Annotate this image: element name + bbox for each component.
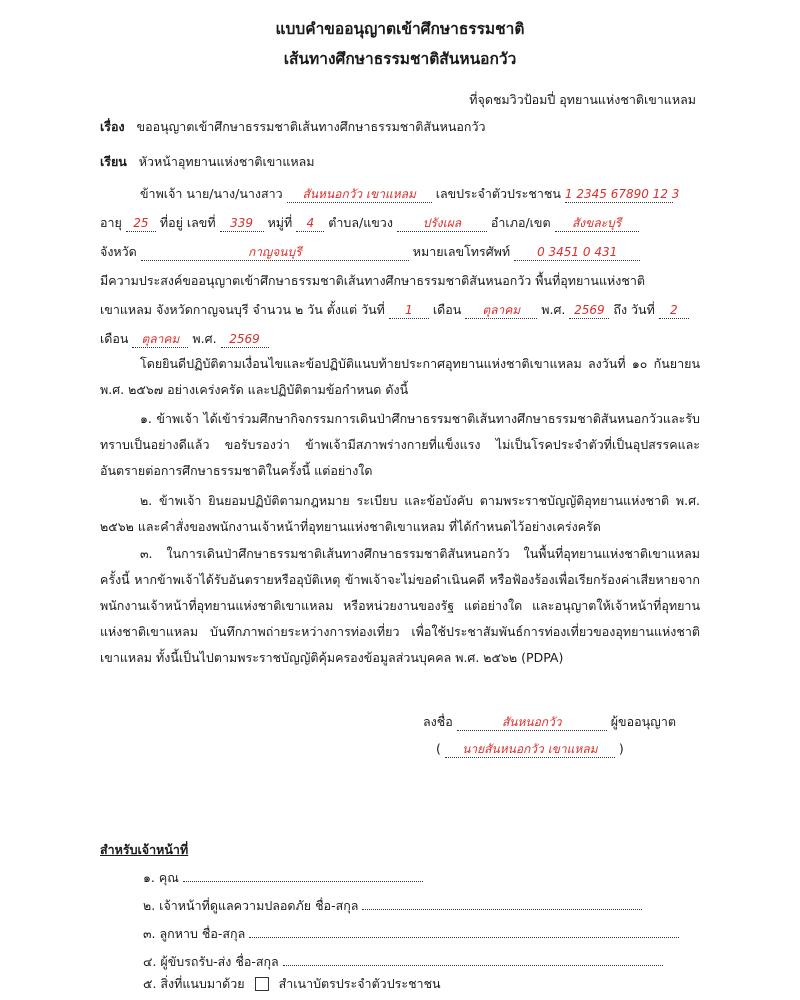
request-text-b: เขาแหลม จังหวัดกาญจนบุรี จำนวน ๒ วัน ตั้งแต่ วันที่ — [100, 302, 385, 317]
end-year-field[interactable]: 2569 — [221, 332, 269, 348]
address-label: ที่อยู่ เลขที่ — [159, 215, 216, 230]
intro-text: โดยยินดีปฏิบัติตามเงื่อนไขและข้อปฏิบัติแนบท้ายประกาศอุทยานแห่งชาติเขาแหลม ลงวันที่ ๑๐ กันยายน พ.ศ. ๒๕๖๗ อย่างเคร่งครัด และปฏิบัติตามข้อกำหนด ดังนี้ — [100, 356, 700, 397]
sign-label: ลงชื่อ — [423, 714, 453, 729]
id-number-field[interactable]: 1 2345 67890 12 3 — [564, 187, 680, 201]
house-no-field[interactable]: 339 — [220, 216, 264, 232]
name-label: ข้าพเจ้า นาย/นาง/นางสาว — [140, 186, 283, 201]
staff-row-5 — [143, 974, 441, 994]
to-row — [100, 152, 700, 172]
to-text: หัวหน้าอุทยานแห่งชาติเขาแหลม — [138, 154, 315, 169]
signature-field[interactable]: สันหนอกวัว — [457, 715, 607, 731]
to-label: เรียน — [100, 154, 127, 169]
staff-row-5-item: สำเนาบัตรประจำตัวประชาชน — [278, 976, 441, 991]
subject-label: เรื่อง — [100, 119, 125, 134]
start-month-field[interactable]: ตุลาคม — [465, 303, 537, 319]
staff-row-3 — [143, 924, 679, 944]
end-year-label: พ.ศ. — [192, 331, 217, 346]
id-card-copy-checkbox[interactable] — [255, 977, 269, 991]
end-day-label: ถึง วันที่ — [613, 302, 655, 317]
staff-row-1 — [143, 868, 423, 888]
moo-field[interactable]: 4 — [296, 216, 324, 232]
end-day-field[interactable]: 2 — [659, 303, 689, 319]
end-month-field[interactable]: ตุลาคม — [132, 332, 188, 348]
phone-field[interactable]: 0 3451 0 431 — [514, 245, 640, 261]
paren-open: ( — [436, 741, 441, 756]
condition-item-1 — [100, 406, 700, 484]
staff-row-3-label: ๓. ลูกหาบ ชื่อ-สกุล — [143, 926, 246, 941]
district-field[interactable]: สังขละบุรี — [555, 216, 639, 232]
id-label: เลขประจำตัวประชาชน — [435, 186, 561, 201]
staff-row-4-field[interactable] — [283, 953, 663, 966]
province-field[interactable]: กาญจนบุรี — [141, 245, 409, 261]
staff-row-3-field[interactable] — [249, 925, 679, 938]
request-row-1: มีความประสงค์ขออนุญาตเข้าศึกษาธรรมชาติเส้นทางศึกษาธรรมชาติสันหนอกวัว พื้นที่อุทยานแห่งชาติ — [100, 273, 645, 288]
start-month-label: เดือน — [432, 302, 462, 317]
condition-item-1-text: ๑. ข้าพเจ้า ได้เข้าร่วมศึกษากิจกรรมการเดินป่าศึกษาธรรมชาติเส้นทางศึกษาธรรมชาติสันหนอกวัวและรับทราบเป็นอย่างดีแล้ว ขอรับรองว่า ข้าพเจ้ามีสภาพร่างกายที่แข็งแรง ไม่เป็นโรคประจำตัวที่เป็นอุปสรรคและอันตรายต่อการศึกษาธรรมชาติในครั้งนี้ แต่อย่างใด — [100, 411, 700, 478]
request-row-3 — [100, 329, 700, 349]
applicant-row-2 — [100, 213, 700, 233]
staff-row-2-field[interactable] — [362, 897, 642, 910]
start-year-label: พ.ศ. — [541, 302, 566, 317]
staff-row-1-field[interactable] — [183, 869, 423, 882]
staff-row-2 — [143, 896, 642, 916]
age-field[interactable]: 25 — [126, 216, 156, 232]
name-field[interactable]: สันหนอกวัว เขาแหลม — [287, 187, 432, 203]
condition-item-2 — [100, 488, 700, 540]
staff-heading — [100, 840, 188, 860]
role-label: ผู้ขออนุญาต — [610, 714, 676, 729]
applicant-row-3 — [100, 242, 700, 262]
intro-paragraph — [100, 351, 700, 403]
phone-label: หมายเลขโทรศัพท์ — [412, 244, 511, 259]
moo-label: หมู่ที่ — [267, 215, 293, 230]
staff-row-2-label: ๒. เจ้าหน้าที่ดูแลความปลอดภัย ชื่อ-สกุล — [143, 898, 359, 913]
request-row-2 — [100, 300, 700, 320]
condition-item-3-text: ๓. ในการเดินป่าศึกษาธรรมชาติเส้นทางศึกษาธรรมชาติสันหนอกวัว ในพื้นที่อุทยานแห่งชาติเขาแหลม ครั้งนี้ หากข้าพเจ้าได้รับอันตรายหรืออุบัติเหตุ ข้าพเจ้าจะไม่ขอดำเนินคดี หรือฟ้องร้องเพื่อเรียกร้องค่าเสียหายจากพนักงานเจ้าหน้าที่อุทยานแห่งชาติเขาแหลม หรือหน่วยงานของรัฐ แต่อย่างใด และอนุญาตให้เจ้าหน้าที่อุทยานแห่งชาติเขาแหลม บันทึกภาพถ่ายระหว่างการท่องเที่ยว เพื่อใช้ประชาสัมพันธ์การท่องเที่ยวของอุทยานแห่งชาติเขาแหลม ทั้งนี้เป็นไปตามพระราชบัญญัติคุ้มครองข้อมูลส่วนบุคคล พ.ศ. ๒๕๖๒ (PDPA) — [100, 546, 700, 665]
condition-item-2-text: ๒. ข้าพเจ้า ยินยอมปฏิบัติตามกฎหมาย ระเบียบ และข้อบังคับ ตามพระราชบัญญัติอุทยานแห่งชาติ พ.ศ. ๒๕๖๒ และคำสั่งของพนักงานเจ้าหน้าที่อุทยานแห่งชาติเขาแหลม ที่ได้กำหนดไว้อย่างเคร่งครัด — [100, 493, 700, 534]
subdistrict-label: ตำบล/แขวง — [328, 215, 393, 230]
paren-close: ) — [618, 741, 624, 756]
staff-row-5-label: ๕. สิ่งที่แนบมาด้วย — [143, 976, 245, 991]
staff-row-1-label: ๑. คุณ — [143, 870, 179, 885]
subject-row — [100, 117, 700, 137]
staff-row-4-label: ๔. ผู้ขับรถรับ-ส่ง ชื่อ-สกุล — [143, 954, 279, 969]
province-label: จังหวัด — [100, 244, 137, 259]
staff-heading-text: สำหรับเจ้าหน้าที่ — [100, 842, 189, 857]
staff-row-4 — [143, 952, 663, 972]
condition-item-3 — [100, 541, 700, 671]
subject-text: ขออนุญาตเข้าศึกษาธรรมชาติเส้นทางศึกษาธรรมชาติสันหนอกวัว — [136, 119, 486, 134]
form-title-line1: แบบคำขออนุญาตเข้าศึกษาธรรมชาติ — [275, 20, 525, 38]
start-year-field[interactable]: 2569 — [569, 303, 609, 319]
district-label: อำเภอ/เขต — [490, 215, 551, 230]
subdistrict-field[interactable]: ปรังเผล — [397, 216, 487, 232]
location: ที่จุดชมวิวป้อมปี่ อุทยานแห่งชาติเขาแหลม — [469, 92, 696, 107]
applicant-row-1 — [140, 184, 700, 204]
printed-name-row — [436, 741, 696, 758]
end-month-label: เดือน — [100, 331, 129, 346]
age-label: อายุ — [100, 215, 122, 230]
form-title-line2: เส้นทางศึกษาธรรมชาติสันหนอกวัว — [283, 50, 517, 68]
start-day-field[interactable]: 1 — [389, 303, 429, 319]
signature-row — [423, 712, 723, 732]
printed-name-field[interactable]: นายสันหนอกวัว เขาแหลม — [445, 742, 615, 758]
